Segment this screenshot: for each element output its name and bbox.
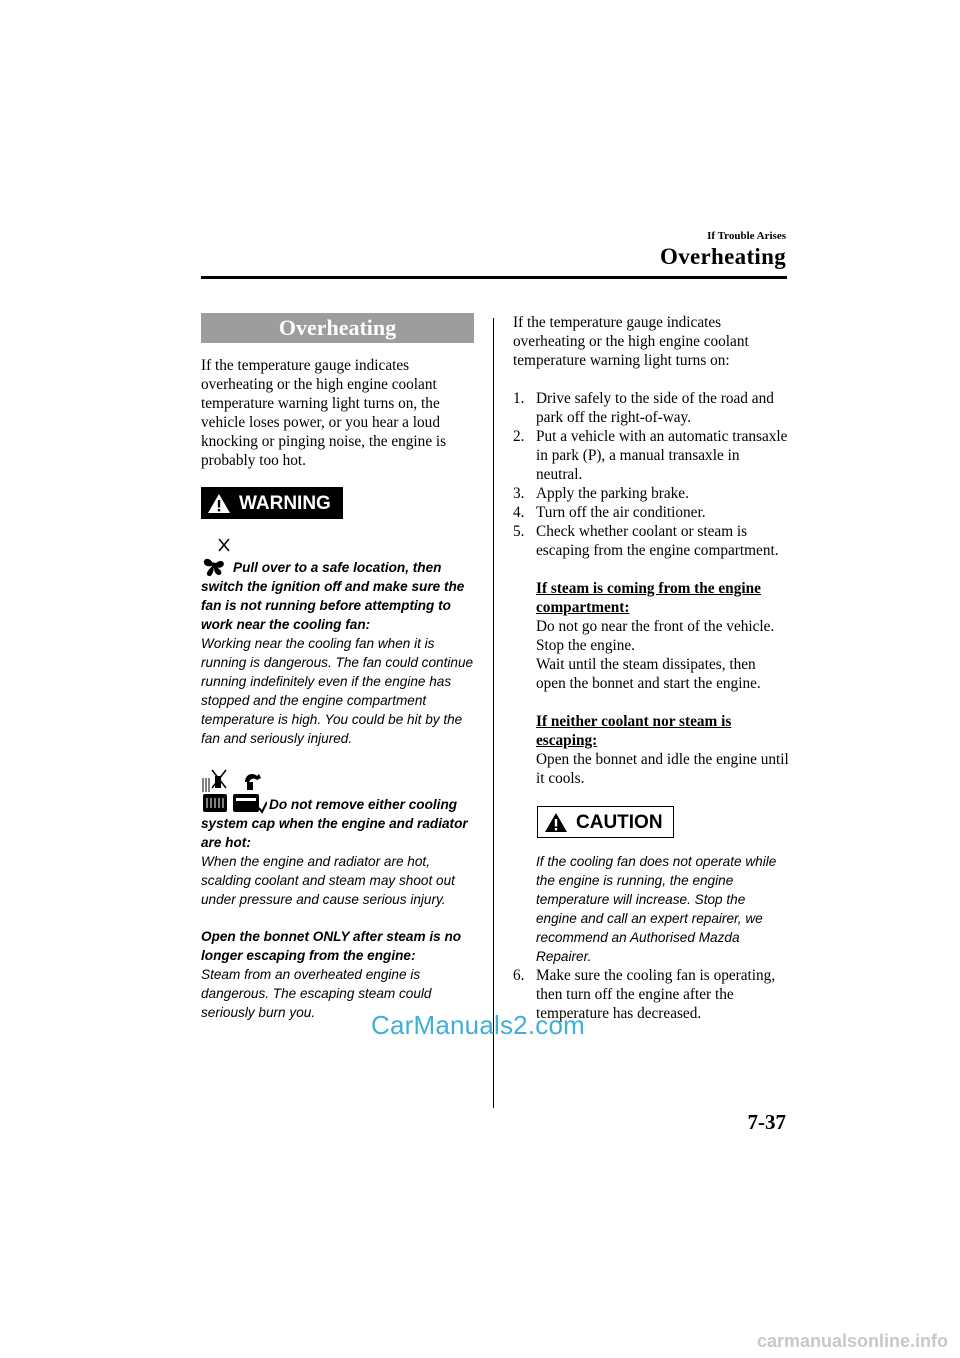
- page-number: 7-37: [747, 1110, 786, 1134]
- subsection-heading: If steam is coming from the engine compartment:: [536, 580, 761, 616]
- caution-triangle-icon: [544, 812, 568, 833]
- steam-subsection: [536, 579, 789, 693]
- step-text: Apply the parking brake.: [536, 485, 689, 502]
- procedure-steps: [513, 389, 789, 560]
- list-item: [513, 389, 789, 427]
- list-item: [513, 484, 789, 503]
- list-item: [513, 427, 789, 484]
- step-text: Put a vehicle with an automatic transaxle in park (P), a manual transaxle in neutral.: [536, 428, 788, 483]
- step-number: 4.: [513, 504, 525, 521]
- warning-badge: [201, 487, 343, 519]
- watermark-corner: carmanualsonline.info: [756, 1331, 948, 1351]
- subsection-line: Stop the engine.: [536, 637, 635, 654]
- warning-item: [201, 927, 475, 1022]
- header-title: Overheating: [660, 244, 786, 269]
- step-number: 2.: [513, 428, 525, 445]
- procedure-intro: If the temperature gauge indicates overheating or the high engine coolant temperature warning light turns on:: [513, 314, 749, 369]
- cooling-fan-icon: [201, 537, 231, 577]
- subsection-line: Do not go near the front of the vehicle.: [536, 618, 775, 635]
- radiator-cap-icon: [201, 768, 267, 814]
- warning-label: WARNING: [239, 492, 331, 514]
- step-text: Check whether coolant or steam is escaping from the engine compartment.: [536, 523, 779, 559]
- watermark-center: CarManuals2.com: [371, 1010, 585, 1040]
- warning-item: [201, 768, 475, 909]
- step-text: Turn off the air conditioner.: [536, 504, 706, 521]
- warning-item-heading: Open the bonnet ONLY after steam is no longer escaping from the engine:: [201, 929, 462, 963]
- subsection-heading: If neither coolant nor steam is escaping:: [536, 713, 732, 749]
- no-steam-subsection: [536, 712, 789, 788]
- section-title-bar: Overheating: [201, 313, 474, 343]
- caution-label: CAUTION: [576, 811, 663, 833]
- warning-item-body: Working near the cooling fan when it is running is dangerous. The fan could continue running indefinitely even if the engine has stopped and the engine compartment temperature is high. You could be hit by the fan and seriously injured.: [201, 636, 474, 746]
- subsection-line: Open the bonnet and idle the engine until it cools.: [536, 751, 789, 787]
- subsection-line: Wait until the steam dissipates, then open the bonnet and start the engine.: [536, 656, 761, 692]
- warning-item-heading: Do not remove either cooling system cap when the engine and radiator are hot:: [201, 797, 468, 850]
- warning-triangle-icon: [207, 493, 231, 514]
- header-rule: [201, 276, 787, 279]
- column-divider: [493, 318, 494, 1108]
- section-intro: If the temperature gauge indicates overheating or the high engine coolant temperature warning light turns on, the vehicle loses power, or you hear a loud knocking or pinging noise, the engine is probably too hot.: [201, 357, 447, 469]
- list-item: [513, 503, 789, 522]
- step-number: 6.: [513, 967, 525, 984]
- step-text: Make sure the cooling fan is operating, then turn off the engine after the temperature has decreased.: [536, 967, 776, 1022]
- right-column: [513, 313, 789, 1023]
- header-chapter: If Trouble Arises: [707, 230, 786, 242]
- step-number: 3.: [513, 485, 525, 502]
- warning-item-body: Steam from an overheated engine is dangerous. The escaping steam could seriously burn you.: [201, 967, 432, 1020]
- left-column: [201, 313, 475, 1022]
- warning-item-heading: Pull over to a safe location, then switch the ignition off and make sure the fan is not running before attempting to work near the cooling fan:: [201, 560, 465, 632]
- step-text: Drive safely to the side of the road and park off the right-of-way.: [536, 390, 774, 426]
- step-number: 5.: [513, 523, 525, 540]
- list-item: [513, 522, 789, 560]
- step-number: 1.: [513, 390, 525, 407]
- caution-badge: [537, 806, 674, 838]
- caution-text: If the cooling fan does not operate while the engine is running, the engine temperature will increase. Stop the engine and call an expert repairer, we recommend an Authorised Mazda Repairer.: [536, 854, 777, 964]
- warning-item: [201, 537, 475, 748]
- warning-item-body: When the engine and radiator are hot, scalding coolant and steam may shoot out under pressure and cause serious injury.: [201, 854, 455, 907]
